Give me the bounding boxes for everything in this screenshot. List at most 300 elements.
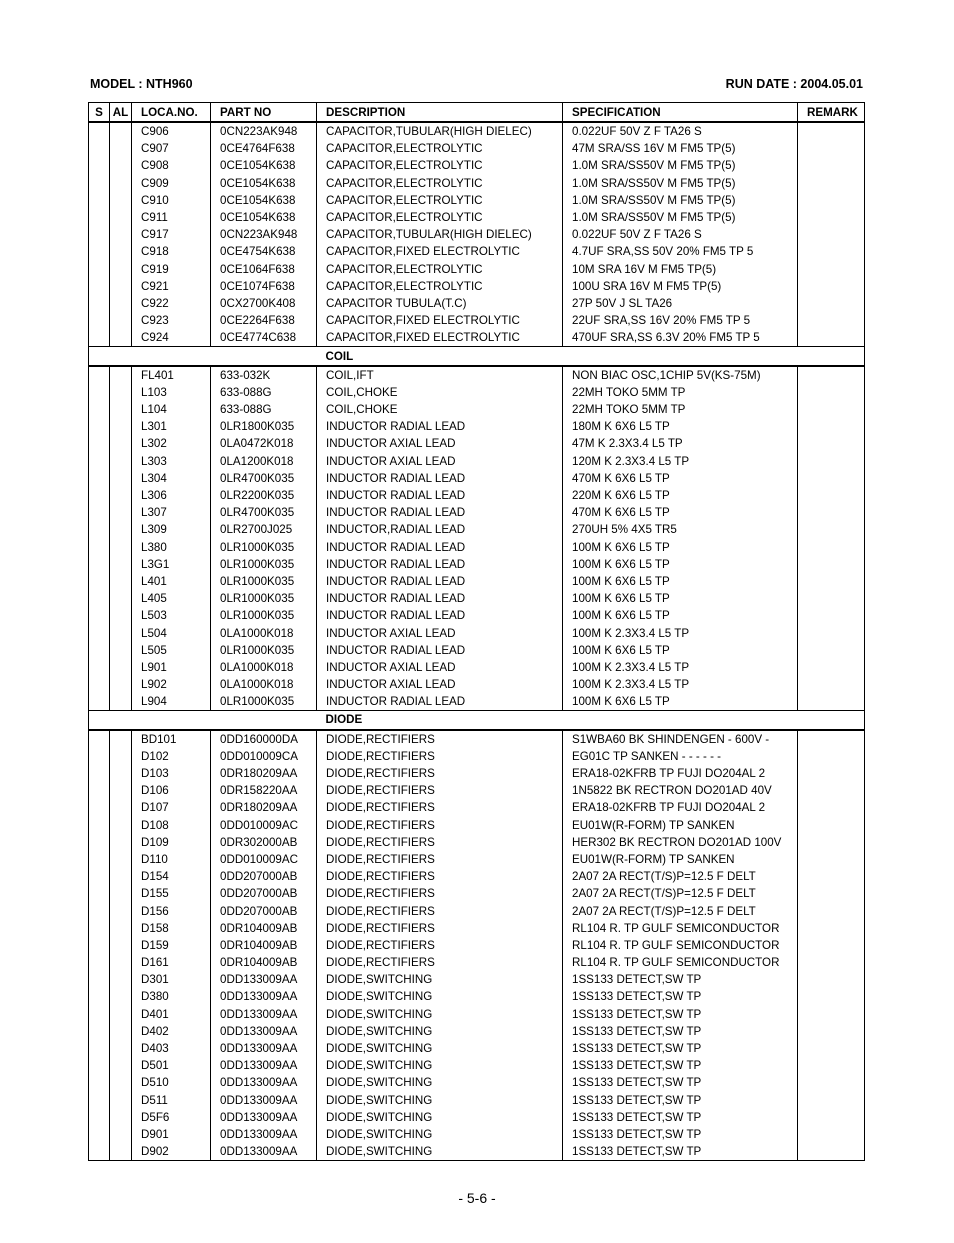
cell-s	[89, 799, 110, 816]
cell-loca: C922	[132, 295, 211, 312]
cell-description: DIODE,RECTIFIERS	[317, 730, 563, 748]
cell-remark	[798, 730, 865, 748]
cell-description: DIODE,SWITCHING	[317, 1143, 563, 1161]
cell-al	[110, 435, 132, 452]
cell-remark	[798, 748, 865, 765]
cell-s	[89, 243, 110, 260]
cell-al	[110, 954, 132, 971]
cell-remark	[798, 418, 865, 435]
cell-description: INDUCTOR RADIAL LEAD	[317, 539, 563, 556]
cell-part-no: 0CE1054K638	[211, 209, 317, 226]
table-row	[89, 607, 865, 624]
cell-specification: 22MH TOKO 5MM TP	[563, 401, 798, 418]
cell-s	[89, 885, 110, 902]
table-row	[89, 642, 865, 659]
cell-remark	[798, 226, 865, 243]
cell-loca: C908	[132, 157, 211, 174]
cell-loca: L405	[132, 590, 211, 607]
cell-description: INDUCTOR RADIAL LEAD	[317, 418, 563, 435]
cell-loca: D107	[132, 799, 211, 816]
cell-loca: D301	[132, 971, 211, 988]
cell-description: DIODE,RECTIFIERS	[317, 782, 563, 799]
table-row	[89, 799, 865, 816]
cell-part-no: 0CE2264F638	[211, 312, 317, 329]
cell-loca: D159	[132, 937, 211, 954]
cell-s	[89, 920, 110, 937]
cell-s	[89, 401, 110, 418]
cell-loca: D155	[132, 885, 211, 902]
cell-specification: 1SS133 DETECT,SW TP	[563, 1023, 798, 1040]
cell-description: COIL,IFT	[317, 366, 563, 384]
cell-part-no: 0CE1074F638	[211, 278, 317, 295]
cell-s	[89, 834, 110, 851]
cell-s	[89, 312, 110, 329]
cell-specification: 100M K 6X6 L5 TP	[563, 573, 798, 590]
cell-description: DIODE,SWITCHING	[317, 1126, 563, 1143]
cell-remark	[798, 384, 865, 401]
cell-s	[89, 730, 110, 748]
table-row	[89, 384, 865, 401]
cell-description: CAPACITOR,ELECTROLYTIC	[317, 157, 563, 174]
cell-remark	[798, 1040, 865, 1057]
cell-part-no: 0LR1000K035	[211, 539, 317, 556]
cell-remark	[798, 1126, 865, 1143]
table-row	[89, 624, 865, 641]
cell-description: CAPACITOR,ELECTROLYTIC	[317, 175, 563, 192]
cell-remark	[798, 140, 865, 157]
cell-remark	[798, 243, 865, 260]
cell-al	[110, 1006, 132, 1023]
page-header	[90, 77, 863, 95]
cell-part-no: 0LR1000K035	[211, 573, 317, 590]
cell-s	[89, 988, 110, 1005]
cell-description: DIODE,RECTIFIERS	[317, 954, 563, 971]
run-date-label: RUN DATE : 2004.05.01	[725, 77, 863, 91]
cell-al	[110, 607, 132, 624]
column-header-loca: LOCA.NO.	[132, 103, 211, 123]
cell-s	[89, 122, 110, 140]
cell-al	[110, 971, 132, 988]
cell-remark	[798, 453, 865, 470]
cell-loca: C918	[132, 243, 211, 260]
table-row	[89, 278, 865, 295]
cell-specification: 2A07 2A RECT(T/S)P=12.5 F DELT	[563, 868, 798, 885]
cell-part-no: 0LR4700K035	[211, 470, 317, 487]
cell-loca: C921	[132, 278, 211, 295]
cell-loca: C924	[132, 329, 211, 347]
cell-part-no: 0CE1054K638	[211, 157, 317, 174]
cell-remark	[798, 261, 865, 278]
cell-specification: 1SS133 DETECT,SW TP	[563, 1126, 798, 1143]
cell-loca: L304	[132, 470, 211, 487]
cell-al	[110, 261, 132, 278]
cell-part-no: 0CE4764F638	[211, 140, 317, 157]
cell-description: CAPACITOR,ELECTROLYTIC	[317, 261, 563, 278]
cell-part-no: 0DR180209AA	[211, 765, 317, 782]
cell-specification: 100M K 6X6 L5 TP	[563, 607, 798, 624]
table-row	[89, 1040, 865, 1057]
cell-al	[110, 175, 132, 192]
cell-al	[110, 988, 132, 1005]
cell-s	[89, 226, 110, 243]
cell-s	[89, 487, 110, 504]
cell-specification: RL104 R. TP GULF SEMICONDUCTOR	[563, 937, 798, 954]
table-row	[89, 954, 865, 971]
cell-part-no: 0DD133009AA	[211, 1092, 317, 1109]
cell-s	[89, 765, 110, 782]
cell-description: DIODE,SWITCHING	[317, 988, 563, 1005]
cell-s	[89, 1074, 110, 1091]
cell-loca: C919	[132, 261, 211, 278]
cell-loca: D154	[132, 868, 211, 885]
column-header-specification: SPECIFICATION	[563, 103, 798, 123]
cell-loca: D109	[132, 834, 211, 851]
cell-specification: 10M SRA 16V M FM5 TP(5)	[563, 261, 798, 278]
cell-part-no: 0CX2700K408	[211, 295, 317, 312]
cell-s	[89, 868, 110, 885]
column-header-al: AL	[110, 103, 132, 123]
cell-al	[110, 799, 132, 816]
cell-part-no: 0LR2700J025	[211, 521, 317, 538]
cell-part-no: 0DR302000AB	[211, 834, 317, 851]
cell-remark	[798, 885, 865, 902]
cell-s	[89, 278, 110, 295]
table-row	[89, 487, 865, 504]
cell-remark	[798, 312, 865, 329]
cell-al	[110, 470, 132, 487]
cell-part-no: 0DR104009AB	[211, 937, 317, 954]
cell-s	[89, 817, 110, 834]
cell-s	[89, 418, 110, 435]
cell-part-no: 0LR4700K035	[211, 504, 317, 521]
cell-remark	[798, 504, 865, 521]
cell-specification: 1.0M SRA/SS50V M FM5 TP(5)	[563, 175, 798, 192]
cell-description: CAPACITOR,FIXED ELECTROLYTIC	[317, 312, 563, 329]
cell-loca: C910	[132, 192, 211, 209]
section-spacer	[89, 711, 317, 730]
cell-specification: 1SS133 DETECT,SW TP	[563, 1092, 798, 1109]
cell-al	[110, 521, 132, 538]
cell-description: DIODE,SWITCHING	[317, 971, 563, 988]
cell-al	[110, 624, 132, 641]
table-row	[89, 521, 865, 538]
cell-al	[110, 243, 132, 260]
cell-part-no: 0CN223AK948	[211, 122, 317, 140]
cell-al	[110, 366, 132, 384]
cell-s	[89, 607, 110, 624]
table-row	[89, 1057, 865, 1074]
section-row	[89, 347, 865, 366]
cell-specification: 470M K 6X6 L5 TP	[563, 504, 798, 521]
cell-remark	[798, 624, 865, 641]
cell-s	[89, 504, 110, 521]
cell-remark	[798, 521, 865, 538]
table-row	[89, 504, 865, 521]
cell-remark	[798, 470, 865, 487]
cell-remark	[798, 765, 865, 782]
cell-loca: FL401	[132, 366, 211, 384]
cell-s	[89, 384, 110, 401]
cell-description: DIODE,RECTIFIERS	[317, 902, 563, 919]
cell-specification: 1SS133 DETECT,SW TP	[563, 1109, 798, 1126]
cell-al	[110, 851, 132, 868]
cell-description: CAPACITOR,ELECTROLYTIC	[317, 278, 563, 295]
table-row	[89, 851, 865, 868]
cell-al	[110, 157, 132, 174]
cell-al	[110, 312, 132, 329]
cell-remark	[798, 937, 865, 954]
cell-remark	[798, 971, 865, 988]
cell-specification: 1N5822 BK RECTRON DO201AD 40V	[563, 782, 798, 799]
cell-specification: 120M K 2.3X3.4 L5 TP	[563, 453, 798, 470]
cell-remark	[798, 487, 865, 504]
cell-specification: 2A07 2A RECT(T/S)P=12.5 F DELT	[563, 885, 798, 902]
cell-description: INDUCTOR RADIAL LEAD	[317, 504, 563, 521]
cell-specification: EU01W(R-FORM) TP SANKEN	[563, 851, 798, 868]
cell-al	[110, 1057, 132, 1074]
cell-part-no: 0LA1200K018	[211, 453, 317, 470]
table-body	[89, 122, 865, 1161]
cell-part-no: 0DD133009AA	[211, 971, 317, 988]
cell-part-no: 0DD207000AB	[211, 902, 317, 919]
cell-loca: D501	[132, 1057, 211, 1074]
cell-remark	[798, 851, 865, 868]
table-row	[89, 834, 865, 851]
cell-specification: 100U SRA 16V M FM5 TP(5)	[563, 278, 798, 295]
cell-description: DIODE,RECTIFIERS	[317, 765, 563, 782]
cell-loca: L504	[132, 624, 211, 641]
cell-description: COIL,CHOKE	[317, 401, 563, 418]
section-title: COIL	[317, 347, 865, 366]
cell-part-no: 0CE1064F638	[211, 261, 317, 278]
cell-loca: C909	[132, 175, 211, 192]
cell-part-no: 0DD010009AC	[211, 851, 317, 868]
cell-remark	[798, 295, 865, 312]
cell-part-no: 0DD133009AA	[211, 1074, 317, 1091]
cell-part-no: 0CE1054K638	[211, 192, 317, 209]
cell-al	[110, 401, 132, 418]
cell-specification: EG01C TP SANKEN - - - - - -	[563, 748, 798, 765]
cell-specification: RL104 R. TP GULF SEMICONDUCTOR	[563, 920, 798, 937]
cell-s	[89, 902, 110, 919]
cell-specification: 1.0M SRA/SS50V M FM5 TP(5)	[563, 209, 798, 226]
cell-al	[110, 693, 132, 711]
cell-s	[89, 1109, 110, 1126]
table-row	[89, 122, 865, 140]
cell-al	[110, 817, 132, 834]
cell-specification: 1.0M SRA/SS50V M FM5 TP(5)	[563, 157, 798, 174]
cell-specification: 1SS133 DETECT,SW TP	[563, 971, 798, 988]
table-row	[89, 1109, 865, 1126]
cell-remark	[798, 329, 865, 347]
cell-loca: D103	[132, 765, 211, 782]
cell-s	[89, 748, 110, 765]
cell-remark	[798, 435, 865, 452]
cell-specification: ERA18-02KFRB TP FUJI DO204AL 2	[563, 765, 798, 782]
cell-part-no: 0LR1000K035	[211, 693, 317, 711]
cell-specification: RL104 R. TP GULF SEMICONDUCTOR	[563, 954, 798, 971]
cell-al	[110, 868, 132, 885]
cell-specification: 470M K 6X6 L5 TP	[563, 470, 798, 487]
cell-description: DIODE,RECTIFIERS	[317, 885, 563, 902]
cell-description: INDUCTOR RADIAL LEAD	[317, 573, 563, 590]
cell-loca: L902	[132, 676, 211, 693]
cell-al	[110, 384, 132, 401]
table-row	[89, 140, 865, 157]
cell-al	[110, 539, 132, 556]
table-row	[89, 676, 865, 693]
cell-al	[110, 295, 132, 312]
cell-al	[110, 730, 132, 748]
cell-remark	[798, 1092, 865, 1109]
cell-loca: D902	[132, 1143, 211, 1161]
table-row	[89, 730, 865, 748]
cell-remark	[798, 122, 865, 140]
cell-specification: 27P 50V J SL TA26	[563, 295, 798, 312]
cell-specification: 1SS133 DETECT,SW TP	[563, 1006, 798, 1023]
cell-specification: 1SS133 DETECT,SW TP	[563, 1143, 798, 1161]
cell-remark	[798, 799, 865, 816]
cell-remark	[798, 920, 865, 937]
cell-al	[110, 920, 132, 937]
cell-remark	[798, 157, 865, 174]
cell-al	[110, 556, 132, 573]
cell-al	[110, 659, 132, 676]
cell-al	[110, 1092, 132, 1109]
cell-description: INDUCTOR RADIAL LEAD	[317, 487, 563, 504]
cell-remark	[798, 834, 865, 851]
cell-part-no: 0DD010009CA	[211, 748, 317, 765]
cell-loca: D402	[132, 1023, 211, 1040]
cell-specification: 1SS133 DETECT,SW TP	[563, 988, 798, 1005]
cell-al	[110, 1074, 132, 1091]
cell-loca: L901	[132, 659, 211, 676]
cell-loca: L104	[132, 401, 211, 418]
cell-remark	[798, 366, 865, 384]
cell-al	[110, 453, 132, 470]
cell-description: DIODE,SWITCHING	[317, 1074, 563, 1091]
table-row	[89, 209, 865, 226]
cell-description: DIODE,SWITCHING	[317, 1040, 563, 1057]
cell-loca: L302	[132, 435, 211, 452]
table-row	[89, 295, 865, 312]
cell-part-no: 0CE4774C638	[211, 329, 317, 347]
cell-s	[89, 209, 110, 226]
cell-part-no: 0LR1800K035	[211, 418, 317, 435]
cell-loca: L301	[132, 418, 211, 435]
cell-s	[89, 971, 110, 988]
section-row	[89, 711, 865, 730]
cell-description: CAPACITOR,TUBULAR(HIGH DIELEC)	[317, 226, 563, 243]
cell-al	[110, 278, 132, 295]
table-row	[89, 1006, 865, 1023]
cell-s	[89, 1126, 110, 1143]
cell-description: DIODE,RECTIFIERS	[317, 748, 563, 765]
cell-al	[110, 642, 132, 659]
cell-al	[110, 418, 132, 435]
cell-loca: C907	[132, 140, 211, 157]
cell-s	[89, 642, 110, 659]
cell-al	[110, 1023, 132, 1040]
table-row	[89, 453, 865, 470]
cell-s	[89, 539, 110, 556]
table-row	[89, 1126, 865, 1143]
cell-remark	[798, 1057, 865, 1074]
cell-specification: 100M K 6X6 L5 TP	[563, 590, 798, 607]
cell-al	[110, 209, 132, 226]
cell-loca: D901	[132, 1126, 211, 1143]
cell-al	[110, 676, 132, 693]
cell-s	[89, 937, 110, 954]
cell-part-no: 0DD133009AA	[211, 1143, 317, 1161]
cell-al	[110, 140, 132, 157]
cell-description: DIODE,RECTIFIERS	[317, 920, 563, 937]
cell-part-no: 0LR1000K035	[211, 607, 317, 624]
cell-al	[110, 782, 132, 799]
cell-s	[89, 624, 110, 641]
cell-description: DIODE,SWITCHING	[317, 1006, 563, 1023]
cell-remark	[798, 278, 865, 295]
table-row	[89, 312, 865, 329]
table-row	[89, 1074, 865, 1091]
table-row	[89, 971, 865, 988]
cell-al	[110, 885, 132, 902]
cell-specification: EU01W(R-FORM) TP SANKEN	[563, 817, 798, 834]
cell-remark	[798, 1109, 865, 1126]
cell-remark	[798, 954, 865, 971]
table-row	[89, 435, 865, 452]
cell-s	[89, 192, 110, 209]
cell-s	[89, 329, 110, 347]
table-row	[89, 539, 865, 556]
cell-description: CAPACITOR TUBULA(T.C)	[317, 295, 563, 312]
table-row	[89, 659, 865, 676]
cell-description: INDUCTOR AXIAL LEAD	[317, 453, 563, 470]
cell-specification: 47M SRA/SS 16V M FM5 TP(5)	[563, 140, 798, 157]
table-row	[89, 243, 865, 260]
cell-remark	[798, 573, 865, 590]
cell-remark	[798, 539, 865, 556]
cell-al	[110, 748, 132, 765]
cell-s	[89, 659, 110, 676]
cell-remark	[798, 988, 865, 1005]
cell-s	[89, 693, 110, 711]
cell-description: COIL,CHOKE	[317, 384, 563, 401]
cell-loca: D156	[132, 902, 211, 919]
cell-description: CAPACITOR,ELECTROLYTIC	[317, 209, 563, 226]
cell-loca: L505	[132, 642, 211, 659]
cell-description: INDUCTOR RADIAL LEAD	[317, 470, 563, 487]
table-row	[89, 590, 865, 607]
cell-specification: 100M K 6X6 L5 TP	[563, 539, 798, 556]
cell-description: INDUCTOR,RADIAL LEAD	[317, 521, 563, 538]
cell-part-no: 0DD133009AA	[211, 1126, 317, 1143]
cell-loca: D380	[132, 988, 211, 1005]
cell-al	[110, 487, 132, 504]
cell-loca: D161	[132, 954, 211, 971]
table-row	[89, 920, 865, 937]
cell-s	[89, 1092, 110, 1109]
cell-specification: 22MH TOKO 5MM TP	[563, 384, 798, 401]
cell-specification: 100M K 6X6 L5 TP	[563, 642, 798, 659]
cell-loca: L503	[132, 607, 211, 624]
table-row	[89, 1023, 865, 1040]
cell-s	[89, 1040, 110, 1057]
cell-s	[89, 435, 110, 452]
table-row	[89, 1143, 865, 1161]
cell-loca: D511	[132, 1092, 211, 1109]
cell-al	[110, 1040, 132, 1057]
